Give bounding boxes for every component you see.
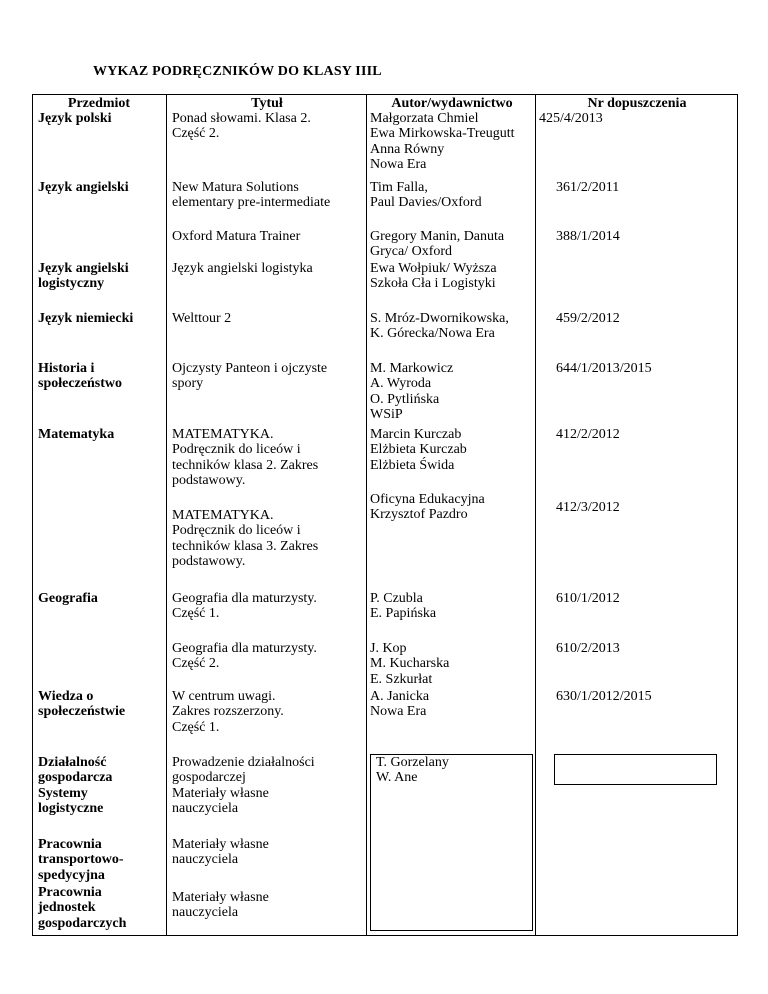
subject-polski: Język polski [38, 111, 112, 126]
title-systemy: Materiały własne nauczyciela [172, 786, 269, 817]
author-historia: M. Markowicz A. Wyroda O. Pytlińska WSiP [370, 361, 454, 422]
header-title: Tytuł [251, 96, 283, 111]
number-matematyka-2: 412/3/2012 [556, 500, 620, 515]
title-matematyka-2: MATEMATYKA. Podręcznik do liceów i techników klasa 3. Zakres podstawowy. [172, 508, 319, 569]
subject-matematyka: Matematyka [38, 427, 115, 442]
subject-niemiecki: Język niemiecki [38, 311, 134, 326]
title-angielski-logistyczny: Język angielski logistyka [172, 261, 313, 276]
number-historia: 644/1/2013/2015 [556, 361, 652, 376]
title-pracownia-jg: Materiały własne nauczyciela [172, 890, 269, 921]
author-matematyka-1: Marcin Kurczab Elżbieta Kurczab Elżbieta Świda [370, 427, 467, 473]
title-matematyka-1: MATEMATYKA. Podręcznik do liceów i techników klasa 2. Zakres podstawowy. [172, 427, 319, 488]
author-dzialalnosc: T. Gorzelany W. Ane [376, 755, 449, 786]
subject-dzialalnosc: Działalność gospodarcza [38, 755, 113, 786]
title-angielski-1: New Matura Solutions elementary pre-intermediate [172, 180, 331, 211]
title-historia: Ojczysty Panteon i ojczyste spory [172, 361, 328, 392]
author-polski: Małgorzata Chmiel Ewa Mirkowska-Treugutt Anna Równy Nowa Era [370, 111, 515, 172]
author-geografia-1: P. Czubla E. Papińska [370, 591, 437, 622]
header-author: Autor/wydawnictwo [391, 96, 513, 111]
subject-pracownia-jg: Pracownia jednostek gospodarczych [38, 885, 127, 931]
number-matematyka-1: 412/2/2012 [556, 427, 620, 442]
subject-geografia: Geografia [38, 591, 98, 606]
header-number: Nr dopuszczenia [587, 96, 687, 111]
author-wos: A. Janicka Nowa Era [370, 689, 430, 720]
subject-wos: Wiedza o społeczeństwie [38, 689, 126, 720]
author-niemiecki: S. Mróz-Dwornikowska, K. Górecka/Nowa Era [370, 311, 509, 342]
title-angielski-2: Oxford Matura Trainer [172, 229, 301, 244]
author-angielski-1: Tim Falla, Paul Davies/Oxford [370, 180, 482, 211]
title-geografia-1: Geografia dla maturzysty. Część 1. [172, 591, 317, 622]
title-pracownia-ts: Materiały własne nauczyciela [172, 837, 269, 868]
title-niemiecki: Welttour 2 [172, 311, 232, 326]
number-geografia-1: 610/1/2012 [556, 591, 620, 606]
number-angielski-1: 361/2/2011 [556, 180, 620, 195]
number-geografia-2: 610/2/2013 [556, 641, 620, 656]
author-matematyka-2: Oficyna Edukacyjna Krzysztof Pazdro [370, 492, 485, 523]
document-title: WYKAZ PODRĘCZNIKÓW DO KLASY IIIL [93, 64, 382, 79]
subject-angielski-logistyczny: Język angielski logistyczny [38, 261, 129, 292]
header-subject: Przedmiot [67, 96, 131, 111]
number-angielski-2: 388/1/2014 [556, 229, 620, 244]
number-niemiecki: 459/2/2012 [556, 311, 620, 326]
number-polski: 425/4/2013 [539, 111, 603, 126]
title-wos: W centrum uwagi. Zakres rozszerzony. Część 1. [172, 689, 284, 735]
subject-pracownia-ts: Pracownia transportowo- spedycyjna [38, 837, 124, 883]
title-geografia-2: Geografia dla maturzysty. Część 2. [172, 641, 317, 672]
title-dzialalnosc: Prowadzenie działalności gospodarczej [172, 755, 315, 786]
subject-angielski: Język angielski [38, 180, 129, 195]
title-polski: Ponad słowami. Klasa 2. Część 2. [172, 111, 311, 142]
author-geografia-2: J. Kop M. Kucharska E. Szkurłat [370, 641, 450, 687]
subject-systemy: Systemy logistyczne [38, 786, 104, 817]
number-wos: 630/1/2012/2015 [556, 689, 652, 704]
textbook-table [32, 94, 738, 936]
author-angielski-2: Gregory Manin, Danuta Gryca/ Oxford [370, 229, 505, 260]
author-angielski-logistyczny: Ewa Wołpiuk/ Wyższa Szkoła Cła i Logistyki [370, 261, 497, 292]
subject-historia: Historia i społeczeństwo [38, 361, 122, 392]
